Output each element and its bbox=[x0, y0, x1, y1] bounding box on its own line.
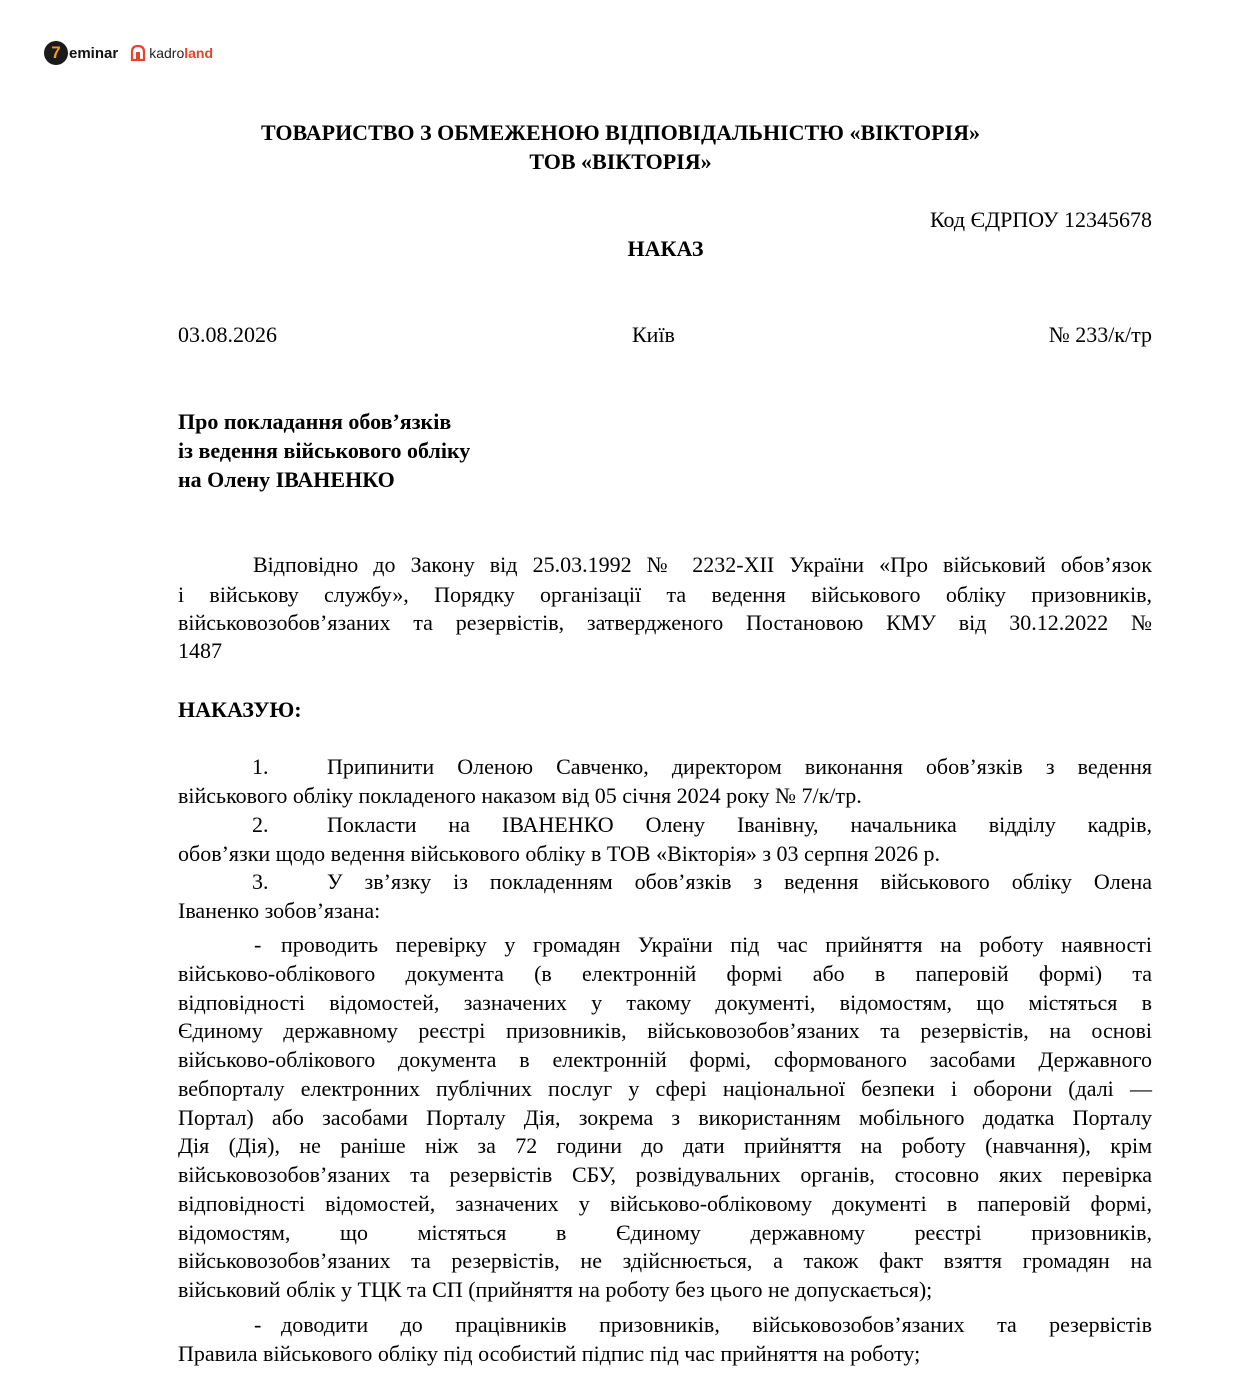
bullet-line: вебпорталу електронних публічних послуг у сфері національної безпеки і оборони (далі — bbox=[178, 1076, 1152, 1101]
order-heading: НАКАЗУЮ: bbox=[178, 697, 302, 722]
bullet-first-line: проводить перевірку у громадян України під час прийняття на роботу наявності bbox=[281, 932, 1152, 957]
bullet-marker: - bbox=[254, 932, 262, 957]
header-logos bbox=[44, 38, 213, 68]
document-number: № 233/к/тр bbox=[1048, 322, 1152, 347]
kadroland-text-a: kadro bbox=[149, 45, 185, 61]
company-short-name: ТОВ «ВІКТОРІЯ» bbox=[529, 149, 712, 174]
subject-line: Про покладання обов’язків bbox=[178, 409, 452, 434]
kadroland-logo bbox=[130, 44, 213, 62]
document-date: 03.08.2026 bbox=[178, 322, 277, 347]
bullet-line: відомостям, що містяться в Єдиному державному реєстрі призовників, bbox=[178, 1220, 1152, 1245]
bullet-line: Портал) або засобами Порталу Дія, зокрема з використанням мобільного додатка Порталу bbox=[178, 1105, 1152, 1130]
item-number: 2. bbox=[252, 812, 269, 837]
preamble-line: і військову службу», Порядку організації та ведення військового обліку призовників, bbox=[178, 582, 1152, 607]
bullet-line: військово-облікового документа в електронній формі, сформованого засобами Державного bbox=[178, 1047, 1152, 1072]
subject-line: на Олену ІВАНЕНКО bbox=[178, 467, 395, 492]
bullet-line: відповідності відомостей, зазначених у військово-обліковому документі в паперовій формі, bbox=[178, 1191, 1152, 1216]
item-line: Іваненко зобов’язана: bbox=[178, 898, 381, 923]
seminar-logo-text: eminar bbox=[69, 44, 119, 62]
edrpou-code: Код ЄДРПОУ 12345678 bbox=[929, 207, 1152, 232]
kadroland-house-icon bbox=[130, 44, 146, 62]
item-first-line: Припинити Оленою Савченко, директором виконання обов’язків з ведення bbox=[327, 754, 1152, 779]
item-number: 3. bbox=[252, 869, 269, 894]
document-type: НАКАЗ bbox=[627, 236, 704, 261]
bullet-line: Єдиному державному реєстрі призовників, військовозобов’язаних та резервістів, на основі bbox=[178, 1018, 1152, 1043]
seminar-badge-icon: 7 bbox=[44, 41, 68, 65]
bullet-line: відповідності відомостей, зазначених у такому документі, відомостям, що містяться в bbox=[178, 990, 1152, 1015]
bullet-line: військово-облікового документа (в електронній формі або в паперовій формі) та bbox=[178, 961, 1152, 986]
item-first-line: Покласти на ІВАНЕНКО Олену Іванівну, начальника відділу кадрів, bbox=[327, 812, 1152, 837]
item-number: 1. bbox=[252, 754, 269, 779]
company-full-name: ТОВАРИСТВО З ОБМЕЖЕНОЮ ВІДПОВІДАЛЬНІСТЮ «ВІКТОРІЯ» bbox=[260, 120, 981, 145]
bullet-line: Правила військового обліку під особистий підпис під час прийняття на роботу; bbox=[178, 1341, 921, 1366]
item-first-line: У зв’язку із покладенням обов’язків з ведення військового обліку Олена bbox=[327, 869, 1152, 894]
document-city: Київ bbox=[632, 322, 675, 347]
bullet-first-line: доводити до працівників призовників, військовозобов’язаних та резервістів bbox=[281, 1312, 1152, 1337]
bullet-line: Дія (Дія), не раніше ніж за 72 години до дати прийняття на роботу (навчання), крім bbox=[178, 1133, 1152, 1158]
preamble-line: військовозобов’язаних та резервістів, затвердженого Постановою КМУ від 30.12.2022 № bbox=[178, 610, 1152, 635]
item-line: військового обліку покладеного наказом від 05 січня 2024 року № 7/к/тр. bbox=[178, 783, 862, 808]
seminar-logo bbox=[44, 41, 118, 65]
bullet-marker: - bbox=[254, 1312, 262, 1337]
bullet-line: військовозобов’язаних та резервістів, не здійснюється, а також факт взяття громадян на bbox=[178, 1248, 1152, 1273]
subject-line: із ведення військового обліку bbox=[178, 438, 471, 463]
kadroland-text-b: land bbox=[184, 45, 214, 61]
item-line: обов’язки щодо ведення військового обліку в ТОВ «Вікторія» з 03 серпня 2026 р. bbox=[178, 841, 940, 866]
preamble-line: 1487 bbox=[178, 638, 222, 663]
bullet-line: військовий облік у ТЦК та СП (прийняття на роботу без цього не допускається); bbox=[178, 1277, 933, 1302]
preamble-line: Відповідно до Закону від 25.03.1992 № 2232-XII України «Про військовий обов’язок bbox=[253, 552, 1152, 577]
bullet-line: військовозобов’язаних та резервістів СБУ, розвідувальних органів, стосовно яких перевірка bbox=[178, 1162, 1152, 1187]
